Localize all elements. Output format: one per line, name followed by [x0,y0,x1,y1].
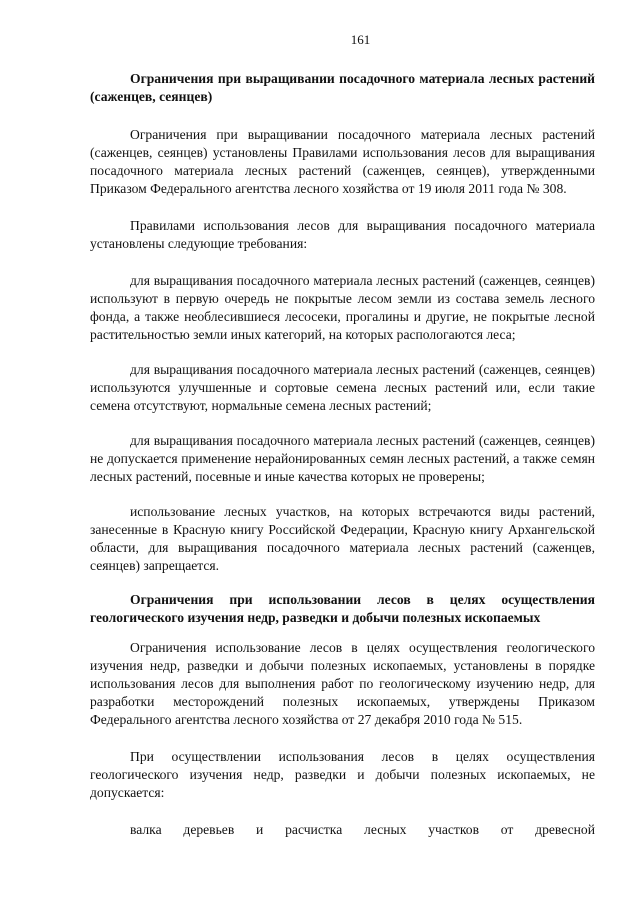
list-item: для выращивания посадочного материала лесных растений (саженцев, сеянцев) используются улучшенные и сортовые семена лесных растений или, если такие семена отсутствуют, нормальные семена лесных растений; [90,362,595,413]
document-page [90,30,595,839]
section-heading-geological-study: Ограничения при использовании лесов в целях осуществления геологического изучения недр, разведки и добычи полезных ископаемых [90,592,595,625]
section-heading-planting-material: Ограничения при выращивании посадочного материала лесных растений (саженцев, сеянцев) [90,71,595,104]
list-item: валка деревьев и расчистка лесных участков от древесной [130,822,595,837]
list-item: использование лесных участков, на которых встречаются виды растений, занесенные в Красную книгу Российской Федерации, Красную книгу Архангельской области, для выращивания посадочного материала лесных растений (саженцев, сеянцев) запрещается. [90,504,595,573]
paragraph: Ограничения использование лесов в целях осуществления геологического изучения недр, разведки и добычи полезных ископаемых, установлены в порядке использования лесов для выполнения работ по геологическому изучению недр, для разработки месторождений полезных ископаемых, утверждены Приказом Федерального агентства лесного хозяйства от 27 декабря 2010 года № 515. [90,640,595,727]
paragraph: Правилами использования лесов для выращивания посадочного материала установлены следующие требования: [90,218,595,251]
paragraph: Ограничения при выращивании посадочного материала лесных растений (саженцев, сеянцев) установлены Правилами использования лесов для выращивания посадочного материала лесных растений (саженцев, сеянцев), утвержденными Приказом Федерального агентства лесного хозяйства от 19 июля 2011 года № 308. [90,127,595,196]
list-item: для выращивания посадочного материала лесных растений (саженцев, сеянцев) используют в первую очередь не покрытые лесом земли из состава земель лесного фонда, а также необлесившиеся лесосеки, прогалины и другие, не покрытые лесной растительностью земли иных категорий, на которых распологаются леса; [90,273,595,342]
list-item: для выращивания посадочного материала лесных растений (саженцев, сеянцев) не допускается применение нерайонированных семян лесных растений, а также семян лесных растений, посевные и иные качества которых не проверены; [90,433,595,484]
page-number: 161 [350,32,371,47]
paragraph: При осуществлении использования лесов в целях осуществления геологического изучения недр, разведки и добычи полезных ископаемых, не допускается: [90,749,595,800]
